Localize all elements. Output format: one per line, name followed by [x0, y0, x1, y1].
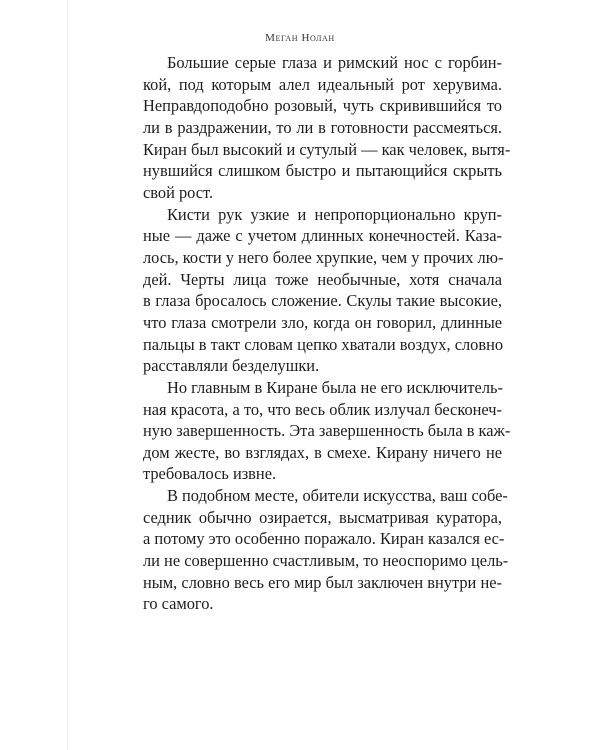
- text-line: свой рост.: [143, 182, 214, 202]
- text-line: нувшийся слишком быстро и пытающийся скрыть: [143, 161, 502, 181]
- text-line: дей. Черты лица тоже необычные, хотя сначала: [143, 269, 502, 289]
- text-line: а потому это особенно поражало. Киран казался ес-: [143, 529, 505, 549]
- text-line: требовалось извне.: [143, 464, 277, 484]
- text-line: Киран был высокий и сутулый — как человек, вытя-: [143, 139, 511, 159]
- text-line: В подобном месте, обители искусства, ваш собе-: [167, 486, 508, 506]
- text-line: го самого.: [143, 594, 214, 614]
- text-line: Кисти рук узкие и непропорционально круп-: [167, 204, 502, 224]
- text-line: дом жесте, во взглядах, в смехе. Кирану ничего не: [143, 442, 502, 462]
- text-line: лось, кости у него более хрупкие, чем у прочих лю-: [143, 247, 504, 267]
- text-line: Неправдоподобно розовый, чуть скривившийся то: [143, 96, 502, 116]
- text-line: пальцы в такт словам цепко хватали воздух, словно: [143, 334, 504, 354]
- text-line: ли не совершенно счастливым, то неоспоримо цель-: [143, 551, 509, 571]
- page-edge-line: [67, 0, 68, 750]
- paragraph-4: [143, 485, 509, 615]
- paragraph-2: [143, 204, 502, 377]
- text-line: Большие серые глаза и римский нос с горбин-: [167, 53, 502, 72]
- running-head-author: Меган Нолан: [265, 32, 335, 44]
- text-line: в глаза бросалось сложение. Скулы такие высокие,: [143, 291, 502, 311]
- paragraph-3: [143, 377, 511, 485]
- text-line: что глаза смотрели зло, когда он говорил, длинные: [143, 312, 502, 332]
- paragraph-1: [143, 52, 511, 204]
- text-line: ли в раздражении, то ли в готовности рассмеяться.: [143, 117, 502, 137]
- text-line: ные — даже с учетом длинных конечностей. Каза-: [143, 226, 502, 246]
- text-line: Но главным в Киране была не его исключитель-: [167, 377, 503, 397]
- text-line: ная красота, а то, что весь облик излучал бесконеч-: [143, 399, 502, 419]
- text-line: ную завершенность. Эта завершенность была в каж-: [143, 421, 511, 441]
- text-line: кой, под которым алел идеальный рот херувима.: [143, 74, 502, 94]
- text-line: ным, словно весь его мир был заключен внутри не-: [143, 572, 502, 592]
- text-line: седник обычно озирается, высматривая куратора,: [143, 507, 502, 527]
- body-text: [143, 52, 511, 615]
- text-line: расставляли безделушки.: [143, 356, 320, 376]
